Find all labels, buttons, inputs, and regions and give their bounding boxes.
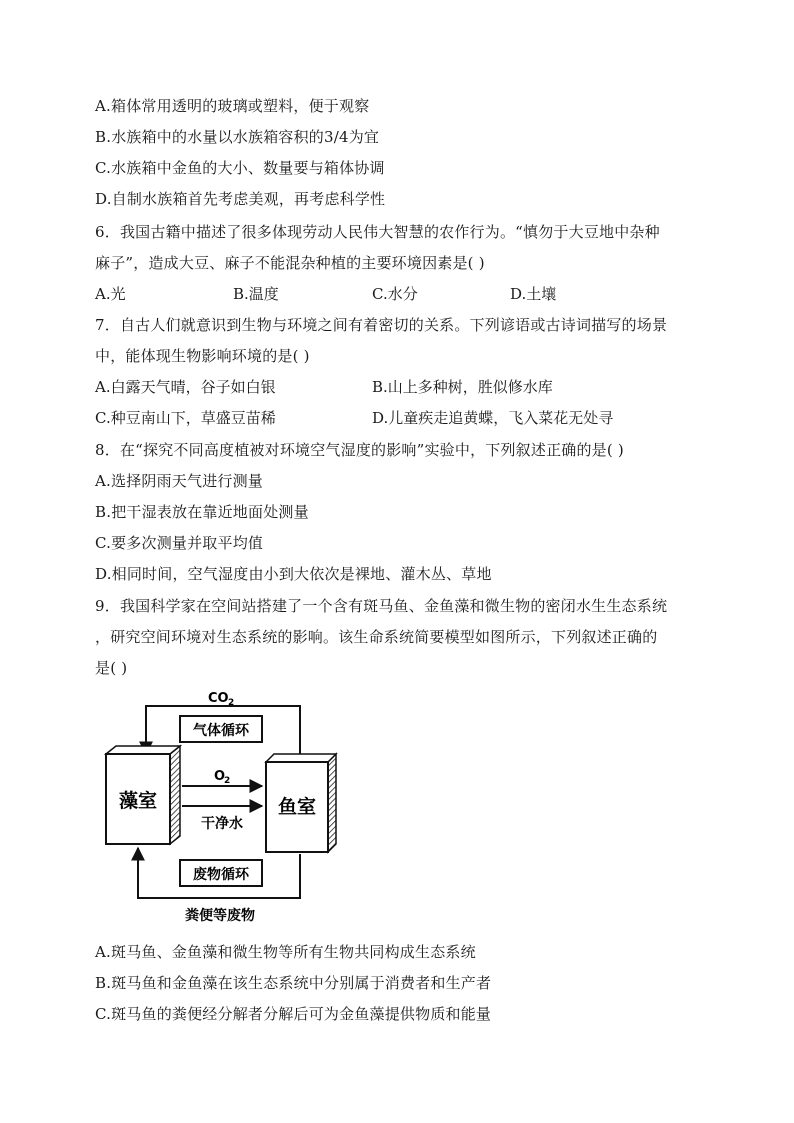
q7-option-d: D.儿童疾走追黄蝶，飞入菜花无处寻 bbox=[372, 409, 614, 427]
q8-stem-line1: 8．在“探究不同高度植被对环境空气湿度的影响”实验中，下列叙述正确的是( ) bbox=[95, 441, 624, 459]
q6-stem-line2: 麻子”，造成大豆、麻子不能混杂种植的主要环境因素是( ) bbox=[95, 254, 485, 272]
q7-stem-line1: 7．自古人们就意识到生物与环境之间有着密切的关系。下列谚语或古诗词描写的场景 bbox=[95, 316, 668, 334]
ecosystem-diagram bbox=[100, 688, 350, 928]
q8-option-b: B.把干湿表放在靠近地面处测量 bbox=[95, 503, 309, 521]
q7-option-a: A.白露天气晴，谷子如白银 bbox=[95, 378, 276, 396]
q9-option-a: A.斑马鱼、金鱼藻和微生物等所有生物共同构成生态系统 bbox=[95, 943, 476, 961]
q5-option-a: A.箱体常用透明的玻璃或塑料，便于观察 bbox=[95, 97, 370, 115]
q6-option-c: C.水分 bbox=[372, 285, 418, 303]
q8-option-c: C.要多次测量并取平均值 bbox=[95, 534, 264, 552]
co2-label: CO bbox=[208, 691, 229, 706]
q9-stem-line1: 9．我国科学家在空间站搭建了一个含有斑马鱼、金鱼藻和微生物的密闭水生生态系统 bbox=[95, 597, 668, 615]
algae-room-label: 藻室 bbox=[118, 790, 158, 812]
q9-stem-line3: 是( ) bbox=[95, 659, 128, 677]
q8-option-d: D.相同时间，空气湿度由小到大依次是裸地、灌木丛、草地 bbox=[95, 565, 492, 583]
q6-option-a: A.光 bbox=[95, 285, 126, 303]
q5-option-b: B.水族箱中的水量以水族箱容积的3/4为宜 bbox=[95, 128, 380, 146]
q9-option-c: C.斑马鱼的粪便经分解者分解后可为金鱼藻提供物质和能量 bbox=[95, 1005, 492, 1023]
q6-option-b: B.温度 bbox=[233, 285, 279, 303]
waste-label: 粪便等废物 bbox=[185, 908, 255, 924]
q9-stem-line2: ，研究空间环境对生态系统的影响。该生命系统简要模型如图所示，下列叙述正确的 bbox=[95, 628, 658, 646]
q5-option-c: C.水族箱中金鱼的大小、数量要与箱体协调 bbox=[95, 159, 385, 177]
q9-option-b: B.斑马鱼和金鱼藻在该生态系统中分别属于消费者和生产者 bbox=[95, 974, 492, 992]
q7-option-b: B.山上多种树，胜似修水库 bbox=[372, 378, 553, 396]
q6-option-d: D.土壤 bbox=[510, 285, 557, 303]
fish-room-label: 鱼室 bbox=[277, 796, 317, 818]
waste-cycle-label: 废物循环 bbox=[193, 867, 249, 883]
clean-water-label: 干净水 bbox=[201, 816, 243, 832]
q8-option-a: A.选择阴雨天气进行测量 bbox=[95, 472, 264, 490]
q7-option-c: C.种豆南山下，草盛豆苗稀 bbox=[95, 409, 276, 427]
q6-stem-line1: 6．我国古籍中描述了很多体现劳动人民伟大智慧的农作行为。“慎勿于大豆地中杂种 bbox=[95, 223, 660, 241]
q5-option-d: D.自制水族箱首先考虑美观，再考虑科学性 bbox=[95, 190, 386, 208]
o2-label: O bbox=[214, 769, 226, 784]
co2-subscript: 2 bbox=[228, 698, 235, 708]
o2-subscript: 2 bbox=[224, 776, 231, 786]
q7-stem-line2: 中，能体现生物影响环境的是( ) bbox=[95, 347, 310, 365]
gas-cycle-label: 气体循环 bbox=[193, 723, 249, 739]
